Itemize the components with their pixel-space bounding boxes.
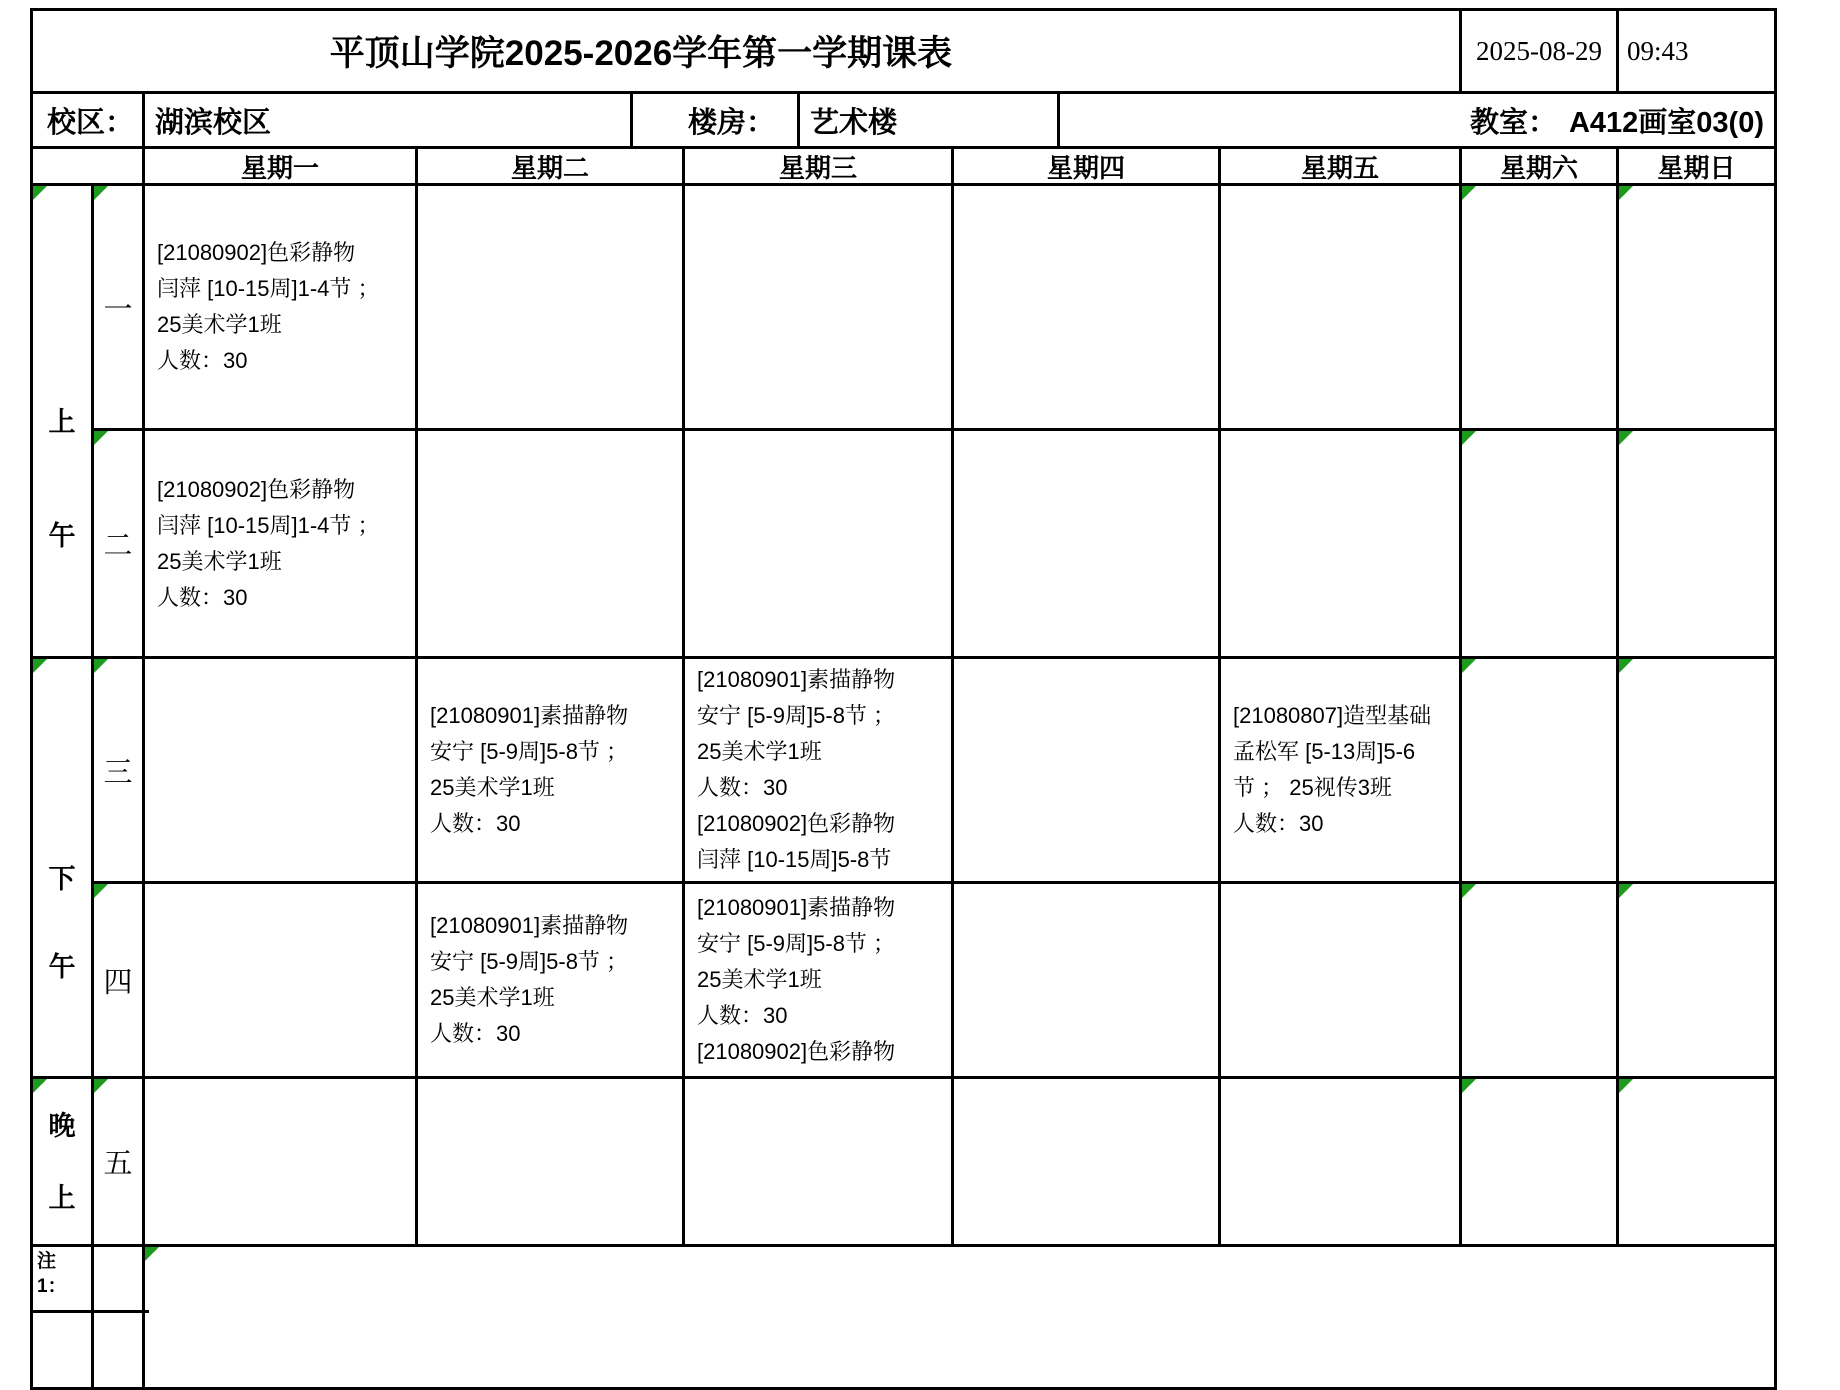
text-line: 节 ； 25视传3班 bbox=[1233, 775, 1392, 800]
section-morning bbox=[33, 186, 91, 656]
building-value: 艺术楼 bbox=[800, 94, 1057, 146]
cell-p4-sat bbox=[1462, 884, 1616, 1076]
text-line: 25美术学1班 bbox=[430, 775, 555, 800]
text-line: 闫萍 [10-15周]1-4节 ； bbox=[157, 512, 380, 538]
text-line: 闫萍 [10-15周]1-4节 ； bbox=[157, 276, 380, 301]
text-line: 孟松军 [5-13周]5-6 bbox=[1233, 739, 1416, 764]
cell-p1-sun bbox=[1619, 186, 1774, 428]
cell-p2-fri bbox=[1221, 431, 1459, 656]
cell-p4-wed bbox=[685, 884, 951, 1076]
text-line: 人数：30 bbox=[697, 775, 788, 800]
green-corner-marker-icon bbox=[94, 431, 108, 445]
text-line: 闫萍 [10-15周]5-8节 bbox=[697, 847, 892, 872]
text-line: 上 bbox=[48, 407, 76, 437]
cell-p3-mon bbox=[145, 659, 415, 881]
text-line: [21080901]素描静物 bbox=[697, 895, 896, 920]
green-corner-marker-icon bbox=[1462, 884, 1476, 898]
cell-p3-sun bbox=[1619, 659, 1774, 881]
text-line: 安宁 [5-9周]5-8节 ； bbox=[430, 739, 629, 764]
text-line: 25美术学1班 bbox=[697, 739, 822, 764]
text-line: 人数：30 bbox=[157, 348, 248, 373]
weekday-wed: 星期三 bbox=[685, 149, 951, 183]
cell-p3-sat bbox=[1462, 659, 1616, 881]
cell-p5-thu bbox=[954, 1079, 1218, 1244]
text-line: 人数：30 bbox=[430, 1021, 521, 1046]
text-line: 25美术学1班 bbox=[697, 967, 822, 992]
weekday-thu: 星期四 bbox=[954, 149, 1218, 183]
cell-p5-tue bbox=[418, 1079, 682, 1244]
cell-p4-tue bbox=[418, 884, 682, 1076]
section-evening bbox=[33, 1079, 91, 1244]
cell-p5-wed bbox=[685, 1079, 951, 1244]
text-line: 25美术学1班 bbox=[157, 312, 282, 337]
text-line: 午 bbox=[48, 951, 76, 982]
period-4: 四 bbox=[94, 884, 142, 1076]
note-label bbox=[33, 1247, 91, 1387]
green-corner-marker-icon bbox=[1462, 659, 1476, 673]
cell-p5-mon bbox=[145, 1079, 415, 1244]
weekday-sat: 星期六 bbox=[1462, 149, 1616, 183]
building-label: 楼房： bbox=[633, 94, 797, 146]
cell-p5-fri bbox=[1221, 1079, 1459, 1244]
note-row-bottom-border bbox=[30, 1310, 149, 1313]
cell-p1-fri bbox=[1221, 186, 1459, 428]
timetable-sheet bbox=[30, 8, 1777, 1390]
green-corner-marker-icon bbox=[33, 186, 47, 200]
note-body bbox=[145, 1247, 1774, 1387]
cell-p4-thu bbox=[954, 884, 1218, 1076]
green-corner-marker-icon bbox=[1619, 659, 1633, 673]
cell-p3-fri bbox=[1221, 659, 1459, 881]
cell-p4-mon bbox=[145, 884, 415, 1076]
text-line: [21080902]色彩静物 bbox=[157, 476, 356, 502]
green-corner-marker-icon bbox=[1619, 186, 1633, 200]
cell-p1-thu bbox=[954, 186, 1218, 428]
text-line: 人数：30 bbox=[157, 584, 248, 610]
cell-p3-wed bbox=[685, 659, 951, 881]
green-corner-marker-icon bbox=[1462, 431, 1476, 445]
period-3: 三 bbox=[94, 659, 142, 881]
green-corner-marker-icon bbox=[94, 659, 108, 673]
text-line: 25美术学1班 bbox=[430, 985, 555, 1010]
text-line: 安宁 [5-9周]5-8节 ； bbox=[697, 931, 896, 956]
green-corner-marker-icon bbox=[33, 659, 47, 673]
text-line: 人数：30 bbox=[1233, 811, 1324, 836]
cell-p2-sat bbox=[1462, 431, 1616, 656]
green-corner-marker-icon bbox=[1462, 186, 1476, 200]
room-cell bbox=[1060, 94, 1774, 146]
green-corner-marker-icon bbox=[1619, 431, 1633, 445]
cell-p2-thu bbox=[954, 431, 1218, 656]
text-line: 晚 bbox=[48, 1110, 76, 1141]
cell-p2-mon bbox=[145, 431, 415, 656]
cell-p1-sat bbox=[1462, 186, 1616, 428]
text-line: 下 bbox=[48, 863, 76, 894]
cell-p3-tue bbox=[418, 659, 682, 881]
note-period-cell bbox=[94, 1247, 142, 1387]
weekday-tue: 星期二 bbox=[418, 149, 682, 183]
text-line: [21080807]造型基础 bbox=[1233, 703, 1432, 728]
text-line: [21080902]色彩静物 bbox=[157, 240, 356, 265]
page-title: 平顶山学院2025-2026学年第一学期课表 bbox=[33, 11, 1459, 91]
green-corner-marker-icon bbox=[33, 1079, 47, 1093]
section-afternoon bbox=[33, 659, 91, 1076]
cell-p4-sun bbox=[1619, 884, 1774, 1076]
weekday-fri: 星期五 bbox=[1221, 149, 1459, 183]
text-line: [21080902]色彩静物 bbox=[697, 811, 896, 836]
cell-p5-sun bbox=[1619, 1079, 1774, 1244]
period-5: 五 bbox=[94, 1079, 142, 1244]
text-line: [21080901]素描静物 bbox=[697, 667, 896, 692]
cell-p2-wed bbox=[685, 431, 951, 656]
cell-p1-wed bbox=[685, 186, 951, 428]
cell-p2-sun bbox=[1619, 431, 1774, 656]
text-line: 上 bbox=[48, 1182, 76, 1213]
text-line: [21080901]素描静物 bbox=[430, 703, 629, 728]
green-corner-marker-icon bbox=[1462, 1079, 1476, 1093]
green-corner-marker-icon bbox=[145, 1247, 159, 1261]
weekday-sun: 星期日 bbox=[1619, 149, 1774, 183]
text-line: 1： bbox=[37, 1276, 67, 1297]
period-2: 二 bbox=[94, 431, 142, 656]
green-corner-marker-icon bbox=[1619, 884, 1633, 898]
weekday-mon: 星期一 bbox=[145, 149, 415, 183]
text-line: 注 bbox=[37, 1251, 57, 1272]
cell-p1-mon bbox=[145, 186, 415, 428]
text-line: [21080901]素描静物 bbox=[430, 913, 629, 938]
text-line: 安宁 [5-9周]5-8节 ； bbox=[697, 703, 896, 728]
text-line: [21080902]色彩静物 bbox=[697, 1039, 896, 1064]
cell-p3-thu bbox=[954, 659, 1218, 881]
header-corner-cell bbox=[33, 149, 142, 183]
text-line: 午 bbox=[48, 521, 76, 551]
cell-p4-fri bbox=[1221, 884, 1459, 1076]
period-1: 一 bbox=[94, 186, 142, 428]
campus-label: 校区： bbox=[33, 94, 142, 146]
cell-p1-tue bbox=[418, 186, 682, 428]
green-corner-marker-icon bbox=[94, 884, 108, 898]
cell-p2-tue bbox=[418, 431, 682, 656]
room-value: A412画室03(0) bbox=[1568, 106, 1764, 139]
room-label: 教室： bbox=[1469, 106, 1557, 139]
print-date: 2025-08-29 bbox=[1462, 11, 1616, 91]
text-line: 人数：30 bbox=[697, 1003, 788, 1028]
campus-value: 湖滨校区 bbox=[145, 94, 630, 146]
green-corner-marker-icon bbox=[94, 186, 108, 200]
text-line: 安宁 [5-9周]5-8节 ； bbox=[430, 949, 629, 974]
print-time: 09:43 bbox=[1619, 11, 1774, 91]
text-line: 25美术学1班 bbox=[157, 548, 282, 574]
green-corner-marker-icon bbox=[1619, 1079, 1633, 1093]
cell-p5-sat bbox=[1462, 1079, 1616, 1244]
text-line: 人数：30 bbox=[430, 811, 521, 836]
green-corner-marker-icon bbox=[94, 1079, 108, 1093]
